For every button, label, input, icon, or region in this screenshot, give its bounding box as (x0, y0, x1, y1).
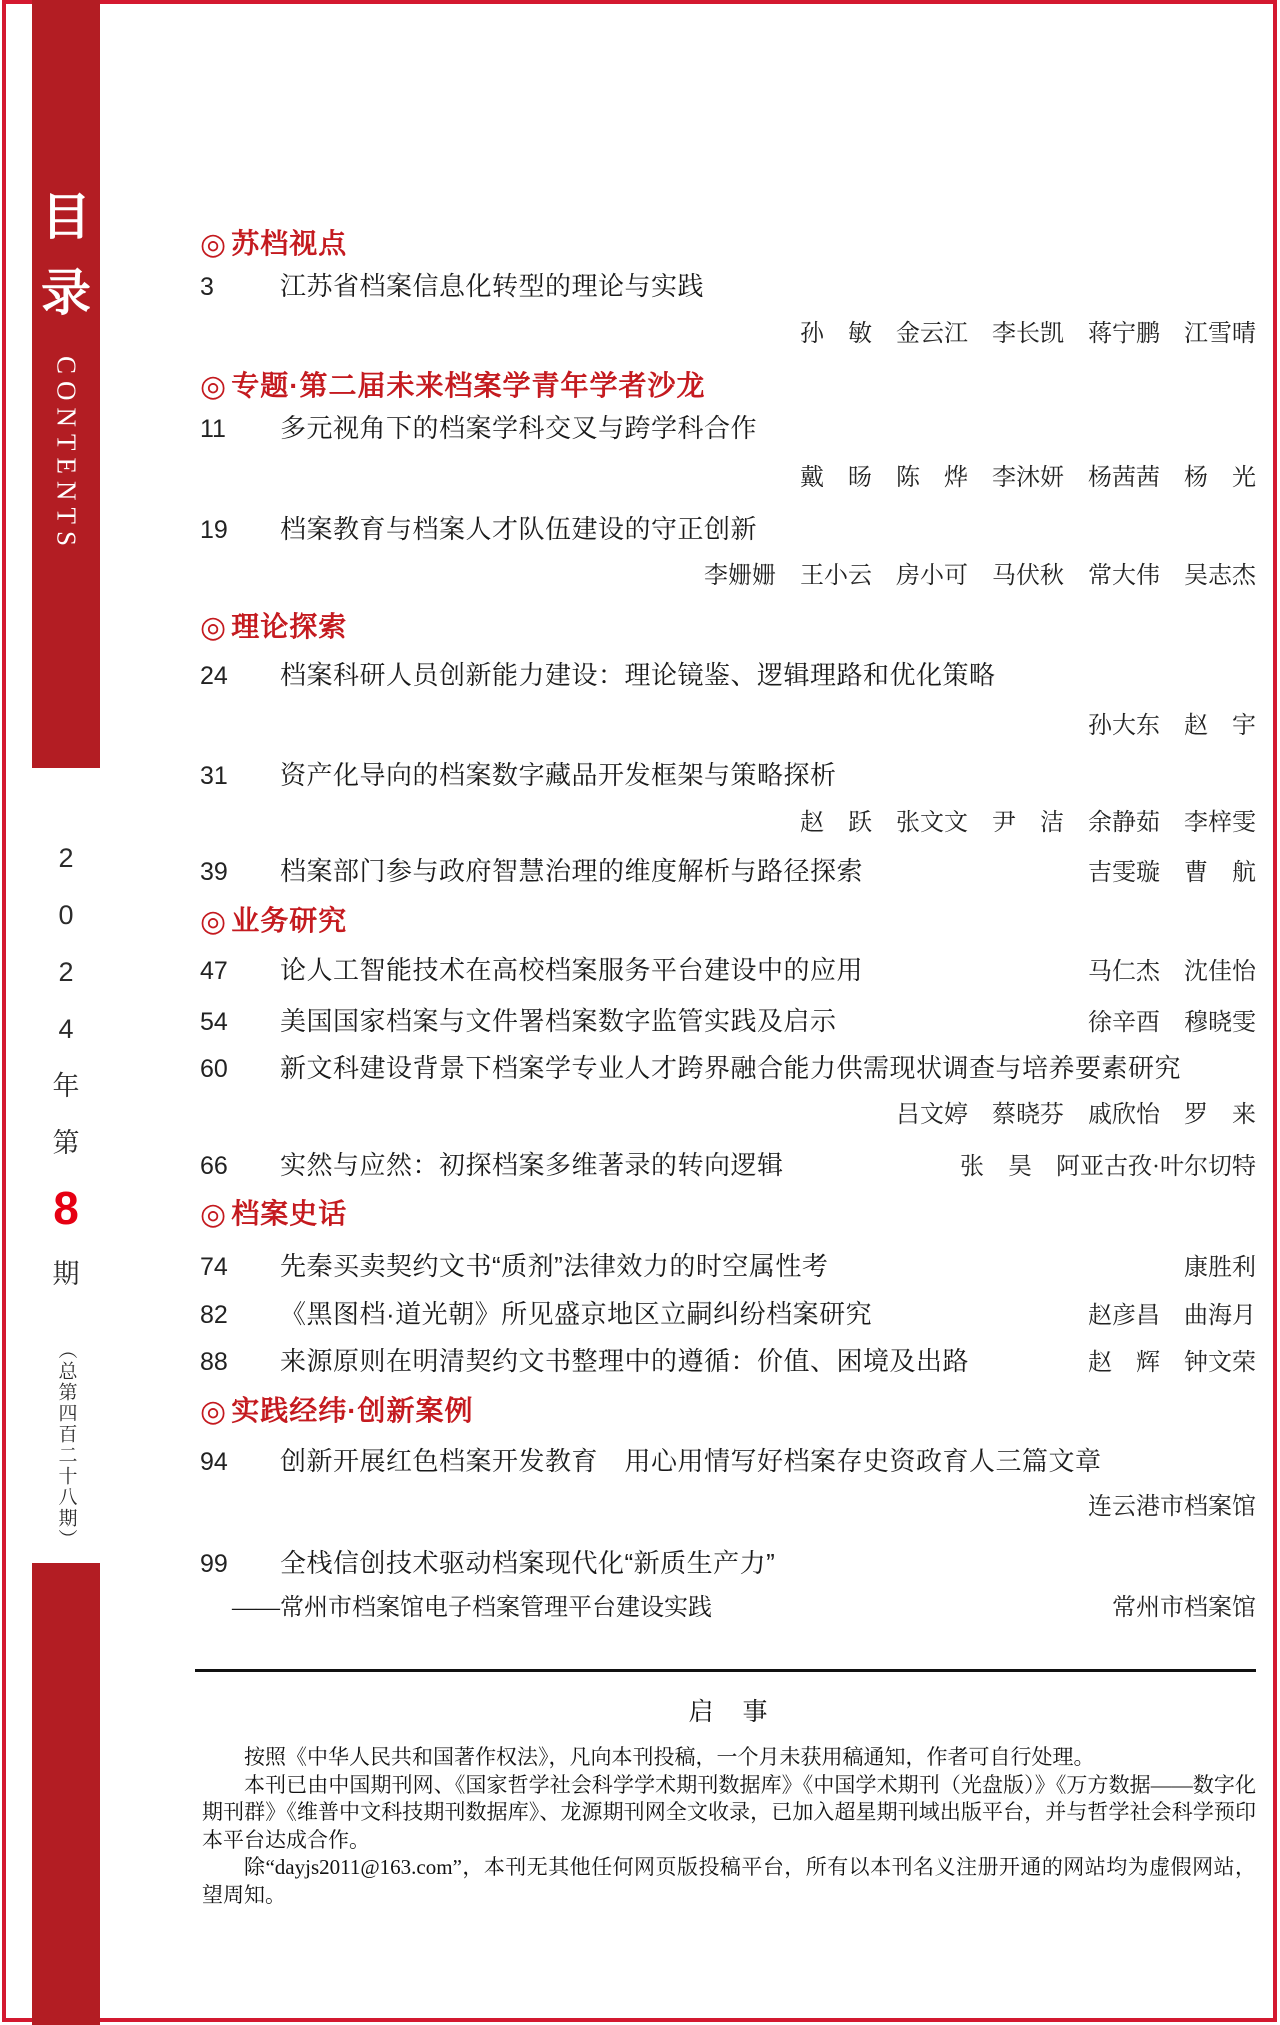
article-title: 档案部门参与政府智慧治理的维度解析与路径探索 (280, 856, 864, 886)
journal-title-char-top: 目 (41, 189, 91, 245)
divider-line (195, 1669, 1256, 1672)
article-authors: 戴 旸 陈 烨 李沐妍 杨茜茜 杨 光 (800, 465, 1256, 491)
issue-char: 2 (58, 843, 74, 873)
notice-paragraph: 除“dayjs2011@163.com”，本刊无其他任何网页版投稿平台，所有以本刊名义注册开通的网站均为虚假网站，望周知。 (202, 1855, 1256, 1907)
article-subtitle-row (200, 1590, 1256, 1626)
article-row (200, 511, 1256, 547)
notice-heading: 启 事 (688, 1699, 770, 1726)
article-authors: 孙 敏 金云江 李长凯 蒋宁鹏 江雪晴 (800, 321, 1256, 347)
article-row (200, 1050, 1256, 1086)
article-page-number: 66 (200, 1152, 228, 1180)
article-row (200, 1248, 1256, 1284)
issue-char: 年 (52, 1071, 80, 1101)
article-row (200, 1147, 1256, 1183)
article-authors: 徐辛酉 穆晓雯 (1088, 1010, 1256, 1036)
article-authors: 赵彦昌 曲海月 (1088, 1303, 1256, 1329)
section-marker-icon: ◎ (200, 1395, 228, 1428)
article-title: 《黑图档·道光朝》所见盛京地区立嗣纠纷档案研究 (280, 1299, 873, 1329)
article-authors-row (200, 316, 1256, 352)
article-row (200, 268, 1256, 304)
article-authors-row (200, 1097, 1256, 1133)
article-authors: 康胜利 (1184, 1255, 1256, 1281)
article-authors: 吕文婷 蔡晓芬 戚欣怡 罗 来 (896, 1102, 1256, 1128)
article-authors: 马仁杰 沈佳怡 (1088, 959, 1256, 985)
article-title: 档案教育与档案人才队伍建设的守正创新 (280, 514, 758, 544)
journal-title-char-bottom: 录 (41, 265, 91, 321)
article-page-number: 47 (200, 957, 228, 985)
section-header (200, 226, 1256, 262)
section-marker-icon: ◎ (200, 1198, 228, 1231)
article-authors: 赵 辉 钟文荣 (1088, 1350, 1256, 1376)
article-authors: 吉雯璇 曹 航 (1088, 860, 1256, 886)
issue-char: 0 (58, 900, 74, 930)
article-title: 论人工智能技术在高校档案服务平台建设中的应用 (280, 955, 864, 985)
article-row (200, 853, 1256, 889)
article-page-number: 19 (200, 516, 228, 544)
article-authors: 李姗姗 王小云 房小可 马伏秋 常大伟 吴志杰 (704, 563, 1256, 589)
section-title: 实践经纬·创新案例 (231, 1395, 474, 1426)
section-title: 档案史话 (231, 1198, 348, 1229)
issue-number: 8 (53, 1182, 79, 1234)
article-row (200, 657, 1256, 693)
issue-char: 第 (52, 1128, 80, 1158)
section-marker-icon: ◎ (200, 905, 228, 938)
section-title: 专题·第二届未来档案学青年学者沙龙 (231, 370, 706, 401)
article-title: 江苏省档案信息化转型的理论与实践 (280, 271, 705, 301)
article-page-number: 11 (200, 415, 226, 443)
section-marker-icon: ◎ (200, 370, 228, 403)
article-page-number: 99 (200, 1550, 228, 1578)
section-header (200, 1196, 1256, 1232)
article-authors-row (200, 708, 1256, 744)
issue-total-note: （总第四百二十八期） (55, 1340, 77, 1550)
article-title: 资产化导向的档案数字藏品开发框架与策略探析 (280, 760, 837, 790)
section-header (200, 903, 1256, 939)
article-page-number: 94 (200, 1448, 228, 1476)
contents-label: CONTENTS (51, 356, 82, 553)
article-title: 全栈信创技术驱动档案现代化“新质生产力” (280, 1548, 776, 1578)
article-page-number: 74 (200, 1253, 228, 1281)
article-authors: 连云港市档案馆 (1088, 1494, 1256, 1520)
section-marker-icon: ◎ (200, 228, 228, 261)
article-authors-row (200, 558, 1256, 594)
article-page-number: 82 (200, 1301, 228, 1329)
section-header (200, 1393, 1256, 1429)
article-row (200, 1296, 1256, 1332)
article-title: 新文科建设背景下档案学专业人才跨界融合能力供需现状调查与培养要素研究 (280, 1053, 1182, 1083)
article-row (200, 952, 1256, 988)
article-page-number: 54 (200, 1008, 228, 1036)
article-page-number: 31 (200, 762, 228, 790)
article-page-number: 24 (200, 662, 228, 690)
article-title: 美国国家档案与文件署档案数字监管实践及启示 (280, 1006, 837, 1036)
article-authors: 张 昊 阿亚古孜·叶尔切特 (960, 1154, 1256, 1180)
article-page-number: 60 (200, 1055, 228, 1083)
article-title: 实然与应然：初探档案多维著录的转向逻辑 (280, 1150, 784, 1180)
article-page-number: 88 (200, 1348, 228, 1376)
article-title: 档案科研人员创新能力建设：理论镜鉴、逻辑理路和优化策略 (280, 660, 996, 690)
notice-paragraph: 本刊已由中国期刊网、《国家哲学社会科学学术期刊数据库》《中国学术期刊（光盘版）》《万方数据——数字化期刊群》《维普中文科技期刊数据库》、龙源期刊网全文收录，已加入超星期刊域出版平台，并与哲学社会科学预印本平台达成合作。 (202, 1772, 1256, 1852)
notice-paragraph: 按照《中华人民共和国著作权法》，凡向本刊投稿，一个月未获用稿通知，作者可自行处理。 (244, 1745, 1095, 1769)
issue-char: 2 (58, 957, 74, 987)
article-authors-row (200, 460, 1256, 496)
section-title: 理论探索 (231, 611, 348, 642)
article-row (200, 757, 1256, 793)
article-authors: 孙大东 赵 宇 (1088, 713, 1256, 739)
article-row (200, 1545, 1256, 1581)
article-page-number: 3 (200, 273, 214, 301)
article-row (200, 410, 1256, 446)
article-row (200, 1343, 1256, 1379)
article-row (200, 1443, 1256, 1479)
article-organization: 常州市档案馆 (1112, 1595, 1256, 1621)
article-subtitle: ——常州市档案馆电子档案管理平台建设实践 (232, 1595, 712, 1621)
article-authors: 赵 跃 张文文 尹 洁 余静茹 李梓雯 (800, 810, 1256, 836)
section-marker-icon: ◎ (200, 611, 228, 644)
section-title: 苏档视点 (231, 228, 348, 259)
article-title: 先秦买卖契约文书“质剂”法律效力的时空属性考 (280, 1251, 829, 1281)
issue-char: 期 (52, 1258, 80, 1289)
article-title: 创新开展红色档案开发教育 用心用情写好档案存史资政育人三篇文章 (280, 1446, 1102, 1476)
article-authors-row (200, 805, 1256, 841)
section-title: 业务研究 (231, 905, 348, 936)
section-header (200, 368, 1256, 404)
notice-section (202, 1692, 1256, 1909)
notice-body (202, 1744, 1256, 1909)
article-authors-row (200, 1489, 1256, 1525)
article-title: 多元视角下的档案学科交叉与跨学科合作 (280, 413, 758, 443)
section-header (200, 609, 1256, 645)
article-title: 来源原则在明清契约文书整理中的遵循：价值、困境及出路 (280, 1346, 970, 1376)
article-page-number: 39 (200, 858, 228, 886)
issue-char: 4 (58, 1014, 74, 1044)
article-row (200, 1003, 1256, 1039)
